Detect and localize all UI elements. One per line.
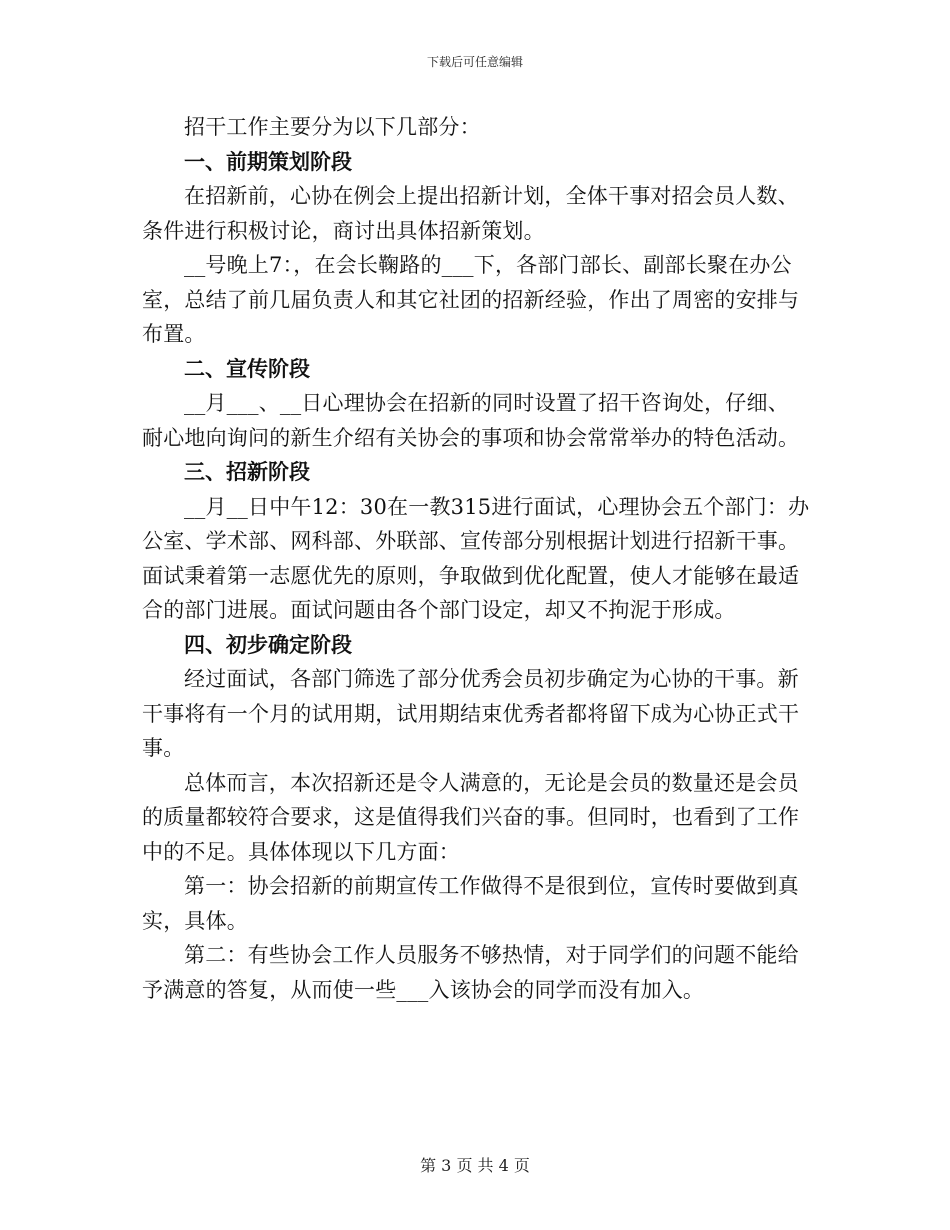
document-content xyxy=(142,110,810,1007)
summary-paragraph: 总体而言，本次招新还是令人满意的，无论是会员的数量还是会员的质量都较符合要求，这是值得我们兴奋的事。但同时，也看到了工作中的不足。具体体现以下几方面： xyxy=(142,770,800,864)
section-heading-planning: 一、前期策划阶段 xyxy=(184,149,352,174)
shortcoming-point-1: 第一：协会招新的前期宣传工作做得不是很到位，宣传时要做到真实，具体。 xyxy=(142,874,799,933)
page-number-footer: 第 3 页 共 4 页 xyxy=(420,1156,530,1175)
shortcoming-point-2: 第二：有些协会工作人员服务不够热情，对于同学们的问题不能给予满意的答复，从而使一些___入该协会的同学而没有加入。 xyxy=(142,943,799,1002)
header-note: 下载后可任意编辑 xyxy=(426,55,523,69)
intro-paragraph: 招干工作主要分为以下几部分： xyxy=(184,115,481,139)
planning-paragraph-1: 在招新前，心协在例会上提出招新计划，全体干事对招会员人数、条件进行积极讨论，商讨出具体招新策划。 xyxy=(142,184,799,243)
section-heading-publicity: 二、宣传阶段 xyxy=(184,356,310,381)
section-heading-confirmation: 四、初步确定阶段 xyxy=(184,632,352,657)
publicity-paragraph: __月___、__日心理协会在招新的同时设置了招干咨询处，仔细、耐心地向询问的新生介绍有关协会的事项和协会常常举办的特色活动。 xyxy=(142,391,800,450)
section-heading-recruitment: 三、招新阶段 xyxy=(184,460,310,484)
recruitment-paragraph: __月__日中午12：30在一教315进行面试，心理协会五个部门：办公室、学术部、网科部、外联部、宣传部分别根据计划进行招新干事。面试秉着第一志愿优先的原则，争取做到优化配置，使人才能够在最适合的部门进展。面试问题由各个部门设定，却又不拘泥于形成。 xyxy=(142,494,810,622)
planning-paragraph-2: __号晚上7：，在会长鞠路的___下，各部门部长、副部长聚在办公室，总结了前几届负责人和其它社团的招新经验，作出了周密的安排与布置。 xyxy=(142,253,800,346)
confirmation-paragraph: 经过面试，各部门筛选了部分优秀会员初步确定为心协的干事。新干事将有一个月的试用期，试用期结束优秀者都将留下成为心协正式干事。 xyxy=(142,667,800,760)
